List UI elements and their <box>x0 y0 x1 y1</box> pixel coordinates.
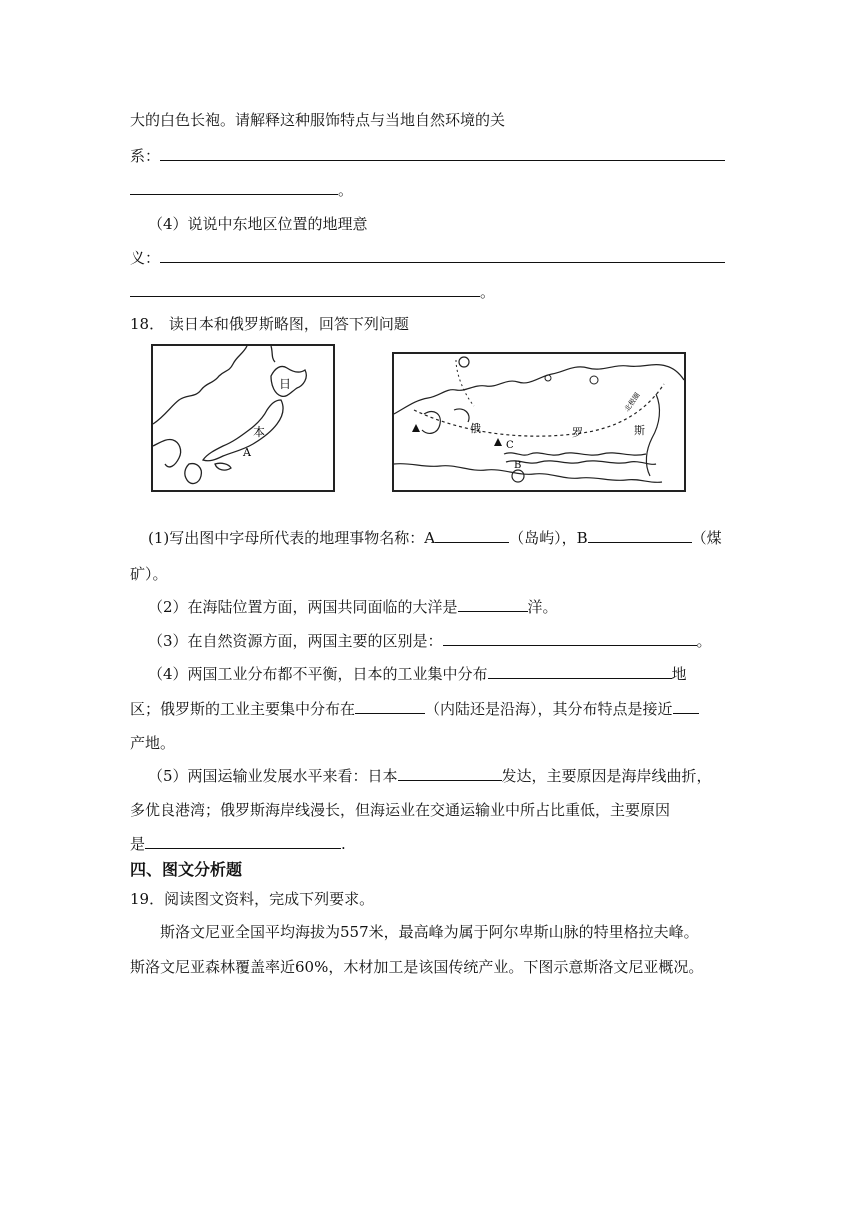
q18-sub4-line3: 产地。 <box>130 734 176 752</box>
answer-blank[interactable] <box>160 146 725 161</box>
russia-label-b: B <box>514 460 522 471</box>
japan-label-a: A <box>243 446 251 459</box>
q18-sub3 <box>148 631 712 651</box>
q18-sub2 <box>148 597 558 617</box>
punct: 。 <box>338 181 354 199</box>
q18-sub1-text-b: （岛屿），B <box>509 529 588 547</box>
japan-label-ri: 日 <box>279 377 292 391</box>
q18-sub1-text-c: （煤 <box>691 529 722 547</box>
answer-blank[interactable] <box>355 699 425 714</box>
q18-sub5 <box>148 766 712 786</box>
russia-label-c: C <box>506 440 514 451</box>
russia-label-si: 斯 <box>634 424 645 437</box>
q18-sub5-line3 <box>130 834 346 854</box>
q18-sub4-text-d: （内陆还是沿海），其分布特点是接近 <box>425 700 673 718</box>
q18-sub4-text-c: 区；俄罗斯的工业主要集中分布在 <box>130 700 356 718</box>
japan-map-drawing <box>153 346 333 490</box>
q18-sub1-line2: 矿）。 <box>130 565 168 583</box>
q18-sub1-text-a: (1)写出图中字母所代表的地理事物名称：A <box>148 529 436 547</box>
q17-sub4-line3 <box>130 282 495 302</box>
answer-blank[interactable] <box>488 664 672 679</box>
q18-sub4-line2 <box>130 699 699 719</box>
q17-line2-prefix: 系： <box>130 147 161 165</box>
russia-map <box>392 352 686 492</box>
russia-label-arctic-circle: 北极圈 <box>623 391 642 414</box>
q17-line1: 大的白色长袍。请解释这种服饰特点与当地自然环境的关 <box>130 111 506 129</box>
answer-blank[interactable] <box>443 631 697 646</box>
answer-blank[interactable] <box>398 766 502 781</box>
answer-blank[interactable] <box>588 528 692 543</box>
japan-map <box>151 344 335 492</box>
q17-sub4: （4）说说中东地区位置的地理意 <box>148 215 368 233</box>
answer-blank[interactable] <box>458 597 528 612</box>
q17-sub4-line2 <box>130 248 725 268</box>
q18-sub5-text-a: （5）两国运输业发展水平来看：日本 <box>148 767 398 785</box>
q18-sub4-text-a: （4）两国工业分布都不平衡，日本的工业集中分布 <box>148 665 488 683</box>
q18-stem: 18． 读日本和俄罗斯略图，回答下列问题 <box>130 315 409 333</box>
q17-line2 <box>130 146 725 166</box>
q18-sub5-text-d: 是 <box>130 835 146 853</box>
q19-stem: 19．阅读图文资料，完成下列要求。 <box>130 890 375 908</box>
q18-sub5-text-b: 发达，主要原因是海岸线曲折， <box>501 767 712 785</box>
q18-sub3-text-b: 。 <box>696 632 712 650</box>
q18-sub2-text-b: 洋。 <box>527 598 558 616</box>
punct: 。 <box>480 283 496 301</box>
section-heading: 四、图文分析题 <box>130 860 243 879</box>
q18-sub1 <box>148 528 722 548</box>
q19-paragraph-1: 斯洛文尼亚全国平均海拔为557米，最高峰为属于阿尔卑斯山脉的特里格拉夫峰。 <box>160 923 699 941</box>
q18-sub5-line2: 多优良港湾；俄罗斯海岸线漫长，但海运业在交通运输业中所占比重低，主要原因 <box>130 801 671 819</box>
q17-sub4-prefix: 义： <box>130 249 161 267</box>
q18-sub4 <box>148 664 687 684</box>
answer-blank[interactable] <box>673 699 699 714</box>
q18-sub2-text-a: （2）在海陆位置方面，两国共同面临的大洋是 <box>148 598 458 616</box>
japan-label-ben: 本 <box>253 425 266 439</box>
q18-sub3-text-a: （3）在自然资源方面，两国主要的区别是： <box>148 632 443 650</box>
answer-blank[interactable] <box>145 834 341 849</box>
answer-blank[interactable] <box>160 248 725 263</box>
q17-line3 <box>130 180 353 200</box>
q18-sub4-text-b: 地 <box>671 665 687 683</box>
q19-paragraph-2: 斯洛文尼亚森林覆盖率近60%，木材加工是该国传统产业。下图示意斯洛文尼亚概况。 <box>130 958 704 976</box>
answer-blank[interactable] <box>130 180 338 195</box>
q18-sub5-text-e: . <box>341 835 346 853</box>
russia-map-drawing <box>394 354 684 490</box>
answer-blank[interactable] <box>435 528 509 543</box>
russia-label-luo: 罗 <box>572 426 583 439</box>
answer-blank[interactable] <box>130 282 480 297</box>
russia-label-e: 俄 <box>470 422 481 435</box>
